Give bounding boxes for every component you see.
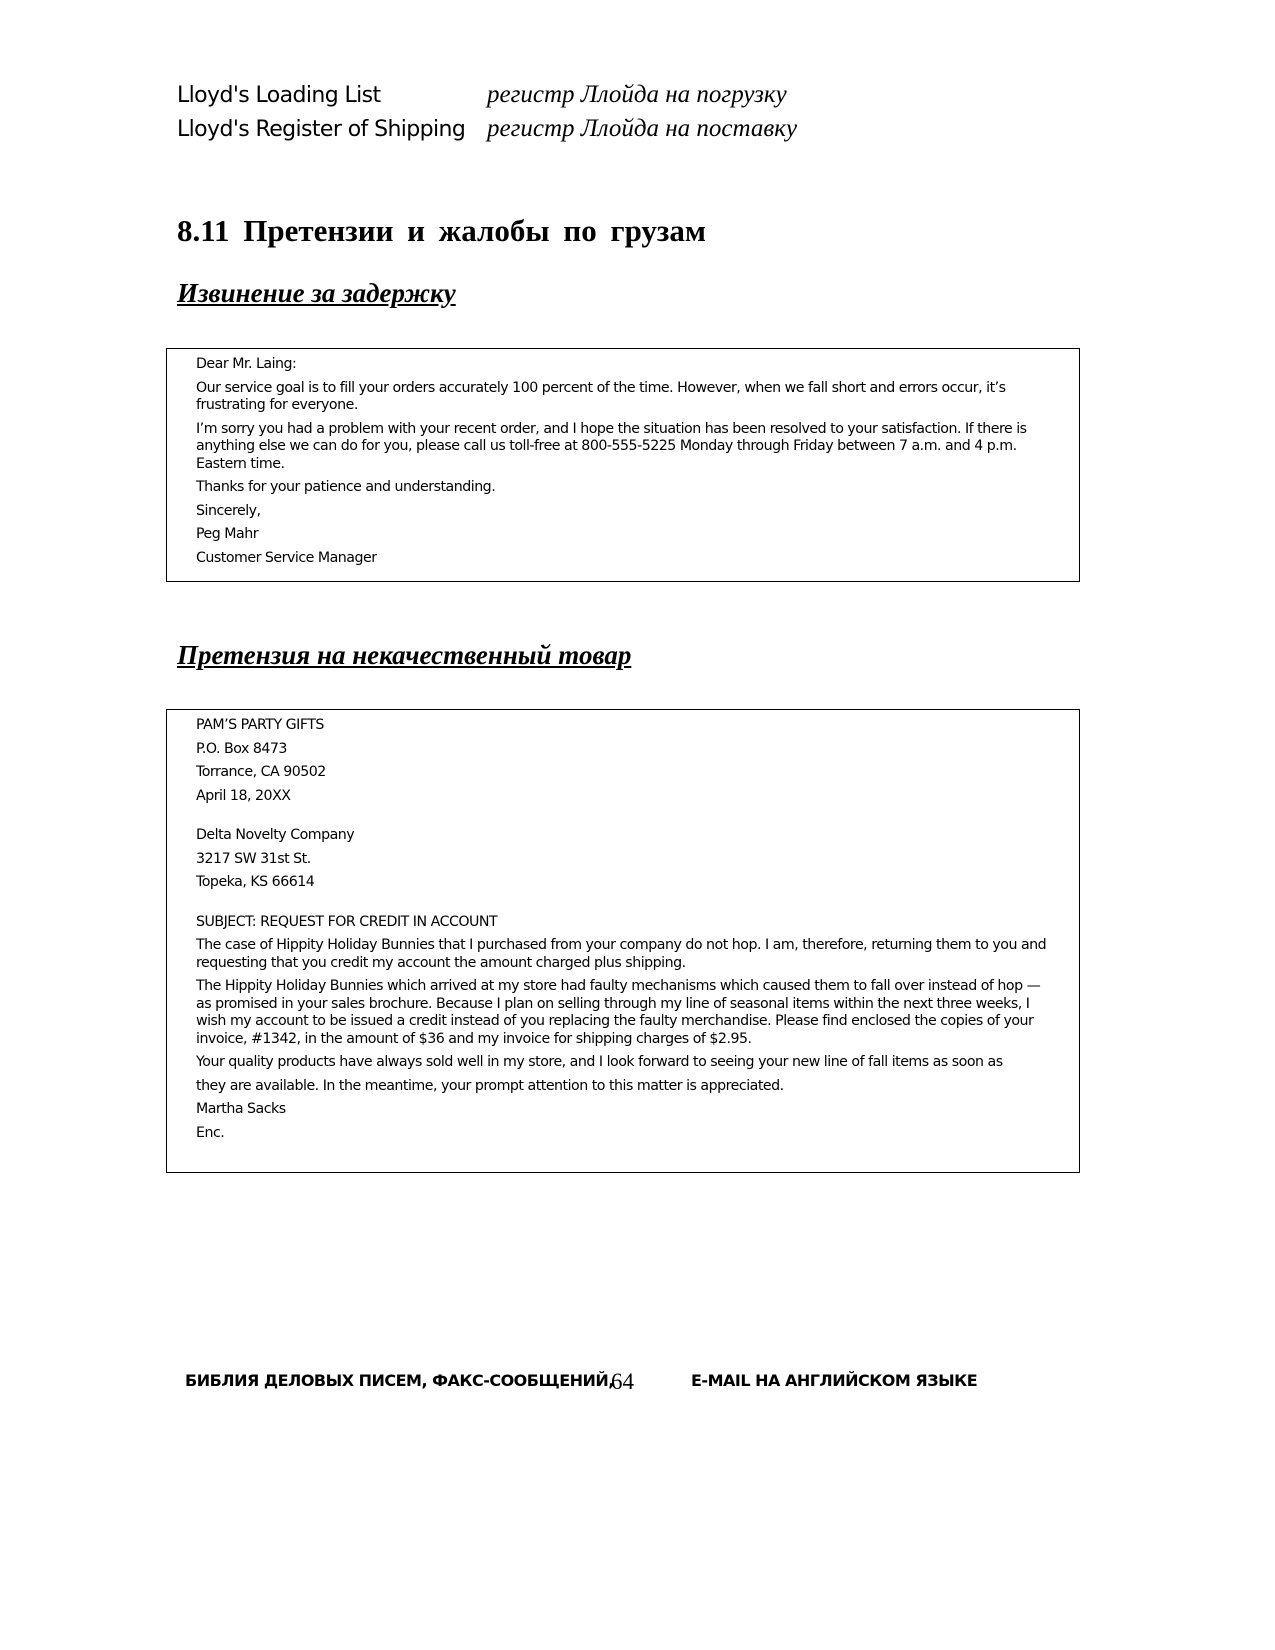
letter-signer: Martha Sacks	[196, 1101, 286, 1117]
sender-city: Torrance, CA 90502	[196, 764, 326, 780]
letter-paragraph: I’m sorry you had a problem with your recent order, and I hope the situation has been resolved to your satisfaction. If there is anything else we can do for you, please call us toll-free at 800-555-5225 Monday through Friday between 7 a.m. and 4 p.m. Eastern time.	[196, 420, 1027, 472]
recipient-city: Topeka, KS 66614	[196, 874, 315, 890]
recipient-name: Delta Novelty Company	[196, 827, 355, 843]
subheading-apology: Извинение за задержку	[177, 278, 456, 308]
letter-signer-title: Customer Service Manager	[196, 549, 377, 566]
glossary-row	[177, 112, 877, 146]
glossary-term: Lloyd's Loading List	[177, 82, 381, 108]
complaint-letter	[166, 709, 1080, 1173]
apology-letter	[166, 348, 1080, 582]
page-footer	[0, 1365, 1275, 1405]
sender-po-box: P.O. Box 8473	[196, 740, 287, 757]
glossary-translation: регистр Ллойда на поставку	[487, 115, 798, 142]
page-number: 64	[611, 1369, 634, 1394]
letter-paragraph: Our service goal is to fill your orders accurately 100 percent of the time. However, when we fall short and errors occur, it’s frustrating for everyone.	[196, 379, 1006, 413]
letter-paragraph: The case of Hippity Holiday Bunnies that I purchased from your company do not hop. I am, therefore, returning them to you and requesting that you credit my account the amount charged plus shipping.	[196, 937, 1047, 971]
glossary-term: Lloyd's Register of Shipping	[177, 116, 466, 142]
letter-signer: Peg Mahr	[196, 526, 259, 542]
footer-book-title-left: БИБЛИЯ ДЕЛОВЫХ ПИСЕМ, ФАКС-СООБЩЕНИЙ,	[185, 1371, 614, 1390]
letter-salutation: Dear Mr. Laing:	[196, 356, 297, 372]
letter-paragraph: The Hippity Holiday Bunnies which arrived at my store had faulty mechanisms which caused them to fall over instead of hop — as promised in your sales brochure. Because I plan on selling through my line of seasonal items within the next three weeks, I wish my account to be issued a credit instead of you replacing the faulty merchandise. Please find enclosed the copies of your invoice, #1342, in the amount of $36 and my invoice for shipping charges of $2.95.	[196, 978, 1041, 1047]
letter-subject: SUBJECT: REQUEST FOR CREDIT IN ACCOUNT	[196, 913, 498, 930]
letter-enclosure: Enc.	[196, 1124, 225, 1141]
letter-paragraph: they are available. In the meantime, your prompt attention to this matter is appreciated.	[196, 1077, 784, 1094]
glossary-row	[177, 78, 877, 112]
footer-book-title-right: E-MAIL НА АНГЛИЙСКОМ ЯЗЫКЕ	[691, 1371, 978, 1390]
letter-paragraph: Your quality products have always sold well in my store, and I look forward to seeing your new line of fall items as soon as	[196, 1054, 1003, 1070]
letter-paragraph: Thanks for your patience and understanding.	[196, 479, 496, 495]
subheading-complaint: Претензия на некачественный товар	[177, 640, 632, 670]
recipient-street: 3217 SW 31st St.	[196, 850, 311, 867]
glossary-translation: регистр Ллойда на погрузку	[487, 81, 787, 108]
section-title: 8.11 Претензии и жалобы по грузам	[177, 213, 706, 248]
sender-name: PAM’S PARTY GIFTS	[196, 717, 324, 733]
letter-closing: Sincerely,	[196, 502, 261, 519]
letter-date: April 18, 20XX	[196, 787, 291, 804]
glossary-list	[177, 78, 877, 146]
